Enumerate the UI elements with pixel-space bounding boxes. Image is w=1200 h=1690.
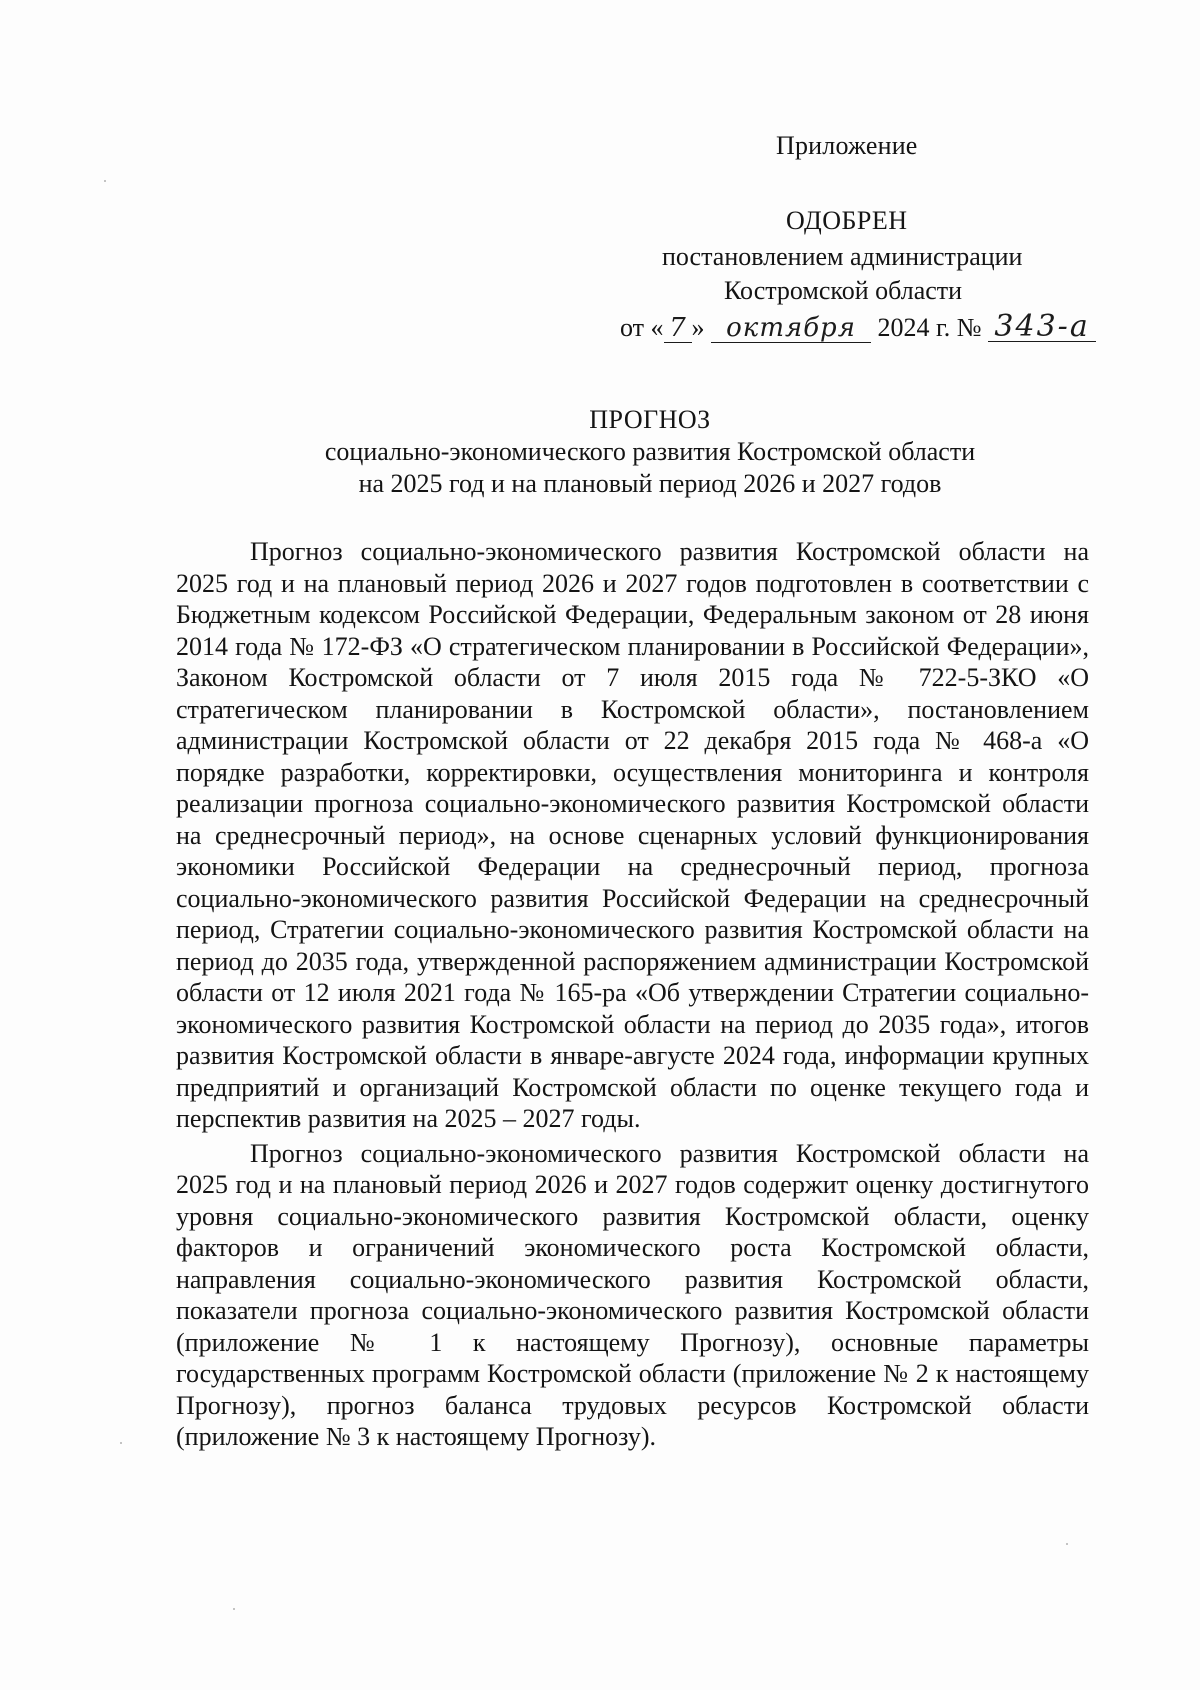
date-year: 2024 г. № (877, 313, 982, 342)
document-subtitle-line-1: социально-экономического развития Костромской области (324, 437, 976, 466)
scan-speck (1066, 1543, 1068, 1545)
date-prefix: от « (620, 313, 664, 342)
document-title-block (200, 404, 1100, 500)
body-paragraph: Прогноз социально-экономического развития Костромской области на 2025 год и на плановый период 2026 и 2027 годов подготовлен в соответствии с Бюджетным кодексом Российской Федерации, Федеральным законом от 28 июня 2014 года № 172-ФЗ «О стратегическом планировании в Российской Федерации», Законом Костромской области от 7 июля 2015 года № 722-5-ЗКО «О стратегическом планировании в Костромской области», постановлением администрации Костромской области от 22 декабря 2015 года № 468-а «О порядке разработки, корректировки, осуществления мониторинга и контроля реализации прогноза социально-экономического развития Костромской области на среднесрочный период», на основе сценарных условий функционирования экономики Российской Федерации на среднесрочный период, прогноза социально-экономического развития Российской Федерации на среднесрочный период, Стратегии социально-экономического развития Костромской области на период до 2035 года, утвержденной распоряжением администрации Костромской области от 12 июля 2021 года № 165-ра «Об утверждении Стратегии социально-экономического развития Костромской области на период до 2035 года», итогов развития Костромской области в январе-августе 2024 года, информации крупных предприятий и организаций Костромской области по оценке текущего года и перспектив развития на 2025 – 2027 годы. (176, 537, 1089, 1133)
handwritten-doc-number: 343-а (988, 313, 1096, 342)
annex-label: Приложение (776, 131, 918, 160)
approval-date-line (620, 311, 1096, 345)
body-paragraph: Прогноз социально-экономического развития Костромской области на 2025 год и на плановый период 2026 и 2027 годов содержит оценку достигнутого уровня социально-экономического развития Костромской области, оценку факторов и ограничений экономического роста Костромской области, направления социально-экономического развития Костромской области, показатели прогноза социально-экономического развития Костромской области (приложение № 1 к настоящему Прогнозу), основные параметры государственных программ Костромской области (приложение № 2 к настоящему Прогнозу), прогноз баланса трудовых ресурсов Костромской области (приложение № 3 к настоящему Прогнозу). (176, 1138, 1089, 1451)
approved-heading: ОДОБРЕН (786, 206, 908, 235)
document-subtitle-line-2: на 2025 год и на плановый период 2026 и 2027 годов (358, 469, 942, 498)
scan-speck (120, 1442, 122, 1444)
scan-speck (104, 180, 106, 182)
approved-by-line: постановлением администрации (662, 242, 1023, 271)
date-mid: » (691, 313, 705, 342)
document-body (176, 536, 1089, 1453)
scan-speck (233, 1608, 235, 1610)
handwritten-day: 7 (664, 314, 692, 343)
approved-region-line: Костромской области (724, 276, 963, 305)
handwritten-month: октября (711, 314, 871, 343)
document-title: ПРОГНОЗ (589, 405, 711, 434)
